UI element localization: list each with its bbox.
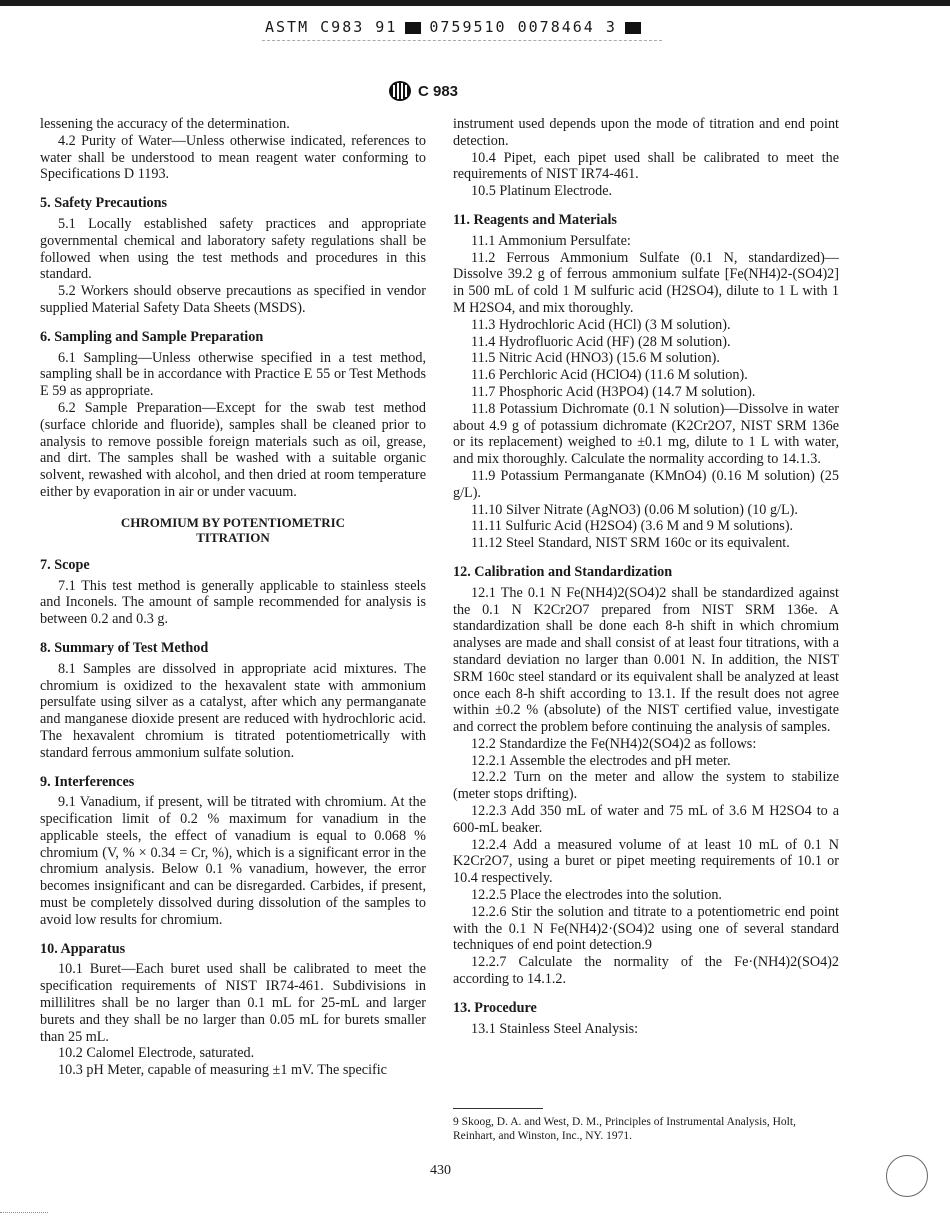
- punch-hole-circle: [886, 1155, 928, 1197]
- page-number: 430: [430, 1163, 451, 1178]
- paragraph: 11.9 Potassium Permanganate (KMnO4) (0.16 M solution) (25 g/L).: [453, 467, 839, 501]
- paragraph: 10.1 Buret—Each buret used shall be calibrated to meet the specification requirements of NIST IR74-461. Subdivisions in millilitres shall be no larger than 0.1 mL for 25-mL and larger burets and they shall be no larger than 0.05 mL for burets smaller than 25 mL.: [40, 961, 426, 1045]
- paragraph: 11.6 Perchloric Acid (HClO4) (11.6 M solution).: [471, 367, 748, 384]
- paragraph: 12.2.2 Turn on the meter and allow the system to stabilize (meter stops drifting).: [453, 769, 839, 803]
- paragraph: 12.2 Standardize the Fe(NH4)2(SO4)2 as follows:: [471, 735, 757, 752]
- paragraph: 10.3 pH Meter, capable of measuring ±1 mV. The specific: [58, 1062, 387, 1079]
- paragraph: lessening the accuracy of the determination.: [40, 116, 290, 132]
- footnote: 9 Skoog, D. A. and West, D. M., Principles of Instrumental Analysis, Holt, Reinhart, and Winston, Inc., NY. 1971.: [453, 1116, 796, 1142]
- right-column: [453, 116, 839, 1037]
- paragraph: 11.8 Potassium Dichromate (0.1 N solution)—Dissolve in water about 4.9 g of potassium dichromate (K2Cr2O7, NIST SRM 136e or its replacement) weighed to ±0.1 mg, dilute to 1 L with water, and mix thoroughly. Calculate the normality according to 14.1.3.: [453, 400, 839, 468]
- paragraph: 12.2.7 Calculate the normality of the Fe·(NH4)2(SO4)2 according to 14.1.2.: [453, 954, 839, 988]
- paragraph: 7.1 This test method is generally applicable to stainless steels and Inconels. The amount of sample recommended for analysis is between 0.2 and 0.3 g.: [40, 577, 426, 628]
- paragraph: 4.2 Purity of Water—Unless otherwise indicated, references to water shall be understood to mean reagent water conforming to Specifications D 1193.: [40, 132, 426, 183]
- paragraph: 6.1 Sampling—Unless otherwise specified in a test method, sampling shall be in accordance with Practice E 55 or Test Methods E 59 as appropriate.: [40, 349, 426, 400]
- scan-artifact: [0, 1212, 48, 1213]
- paragraph: 11.10 Silver Nitrate (AgNO3) (0.06 M solution) (10 g/L).: [471, 501, 798, 518]
- paragraph: 10.5 Platinum Electrode.: [471, 183, 613, 200]
- method-title-line-2: TITRATION: [196, 529, 270, 545]
- paragraph: 12.2.5 Place the electrodes into the solution.: [471, 887, 722, 904]
- section-heading: 9. Interferences: [40, 773, 135, 790]
- section-heading: 8. Summary of Test Method: [40, 639, 209, 656]
- code-part-2: 0759510 0078464 3: [429, 18, 617, 36]
- paragraph: 6.2 Sample Preparation—Except for the swab test method (surface chloride and fluoride), samples shall be cleaned prior to analysis to remove possible foreign materials such as oil, grease, and dirt. The samples shall be washed with a suitable organic solvent, rewashed with alcohol, and then dried at room temperature either by evaporation in air or under vacuum.: [40, 399, 426, 500]
- astm-logo-icon: [388, 80, 412, 102]
- section-heading: 5. Safety Precautions: [40, 195, 168, 212]
- left-column: [40, 116, 426, 1079]
- section-heading: 13. Procedure: [453, 999, 537, 1016]
- header-divider: [262, 40, 662, 41]
- paragraph: 5.1 Locally established safety practices and appropriate governmental chemical and laboratory safety regulations shall be followed when using the test methods and procedures in this standard.: [40, 215, 426, 283]
- paragraph: 11.4 Hydrofluoric Acid (HF) (28 M solution).: [471, 333, 731, 350]
- section-heading: 7. Scope: [40, 556, 90, 573]
- paragraph: 11.3 Hydrochloric Acid (HCl) (3 M solution).: [471, 316, 731, 333]
- paragraph: 13.1 Stainless Steel Analysis:: [471, 1020, 639, 1037]
- section-heading: 12. Calibration and Standardization: [453, 563, 673, 580]
- designation-number: C 983: [418, 82, 459, 100]
- paragraph: 11.5 Nitric Acid (HNO3) (15.6 M solution).: [471, 350, 720, 367]
- footnote-rule: [453, 1108, 543, 1109]
- black-block: [405, 22, 421, 34]
- paragraph: 11.2 Ferrous Ammonium Sulfate (0.1 N, standardized)—Dissolve 39.2 g of ferrous ammonium sulfate [Fe(NH4)2-(SO4)2] in 500 mL of cold 1 M sulfuric acid (H2SO4), dilute to 1 L with 1 M H2SO4, and mix thoroughly.: [453, 249, 839, 316]
- paragraph: 11.11 Sulfuric Acid (H2SO4) (3.6 M and 9 M solutions).: [471, 518, 794, 535]
- black-block: [625, 22, 641, 34]
- paragraph: instrument used depends upon the mode of titration and end point detection.: [453, 116, 839, 149]
- paragraph: 12.2.3 Add 350 mL of water and 75 mL of 3.6 M H2SO4 to a 600-mL beaker.: [453, 803, 839, 836]
- paragraph: 12.2.1 Assemble the electrodes and pH meter.: [471, 752, 731, 769]
- method-title: [40, 515, 426, 545]
- paragraph: 10.4 Pipet, each pipet used shall be calibrated to meet the requirements of NIST IR74-461.: [453, 149, 839, 183]
- paragraph: 9.1 Vanadium, if present, will be titrated with chromium. At the specification limit of 0.2 % maximum for vanadium in the applicable steels, the effect of vanadium is equal to 0.068 % chromium (V, % × 0.34 = Cr, %), which is a significant error in the chromium analysis. Below 0.1 % vanadium, however, the error becomes insignificant and can be disregarded. Carbides, if present, must be completely dissolved during dissolution of the samples to avoid low results for chromium.: [40, 794, 426, 928]
- paragraph: 11.12 Steel Standard, NIST SRM 160c or its equivalent.: [471, 535, 790, 552]
- paragraph: 10.2 Calomel Electrode, saturated.: [58, 1045, 255, 1062]
- astm-designation: [388, 80, 458, 102]
- document-code-header: [265, 18, 649, 36]
- paragraph: 12.2.6 Stir the solution and titrate to a potentiometric end point with the 0.1 N Fe(NH4)2·(SO4)2 using one of several standard techniques of end point detection.9: [453, 903, 839, 954]
- paragraph: 11.7 Phosphoric Acid (H3PO4) (14.7 M solution).: [471, 383, 756, 400]
- paragraph: 12.2.4 Add a measured volume of at least 10 mL of 0.1 N K2Cr2O7, using a buret or pipet meeting requirements of 10.1 or 10.4 respectively.: [453, 836, 839, 887]
- section-heading: 10. Apparatus: [40, 940, 126, 957]
- paragraph: 11.1 Ammonium Persulfate:: [471, 232, 631, 249]
- code-part-1: ASTM C983 91: [265, 18, 398, 36]
- method-title-line-1: CHROMIUM BY POTENTIOMETRIC: [120, 514, 346, 530]
- top-border: [0, 0, 950, 6]
- paragraph: 8.1 Samples are dissolved in appropriate acid mixtures. The chromium is oxidized to the hexavalent state with ammonium persulfate using silver as a catalyst, after which any permanganate and manganese dioxide present are reduced with hydrochloric acid. The hexavalent chromium is titrated potentiometrically with standard ferrous ammonium sulfate solution.: [40, 660, 426, 761]
- paragraph: 12.1 The 0.1 N Fe(NH4)2(SO4)2 shall be standardized against the 0.1 N K2Cr2O7 prepared from NIST SRM 136e. A standardization shall be done each 8-h shift in which chromium analyses are made and shall consist of at least four titrations, with a standard deviation no larger than 0.001 N. In addition, the NIST SRM 160c steel standard or its equivalent shall be analyzed at least once each 8-h shift according to 13.1. If the result does not agree within ±0.2 % (absolute) of the NIST certified value, investigate and correct the problem before continuing the analysis of samples.: [453, 584, 839, 736]
- section-heading: 6. Sampling and Sample Preparation: [40, 328, 264, 345]
- paragraph: 5.2 Workers should observe precautions as specified in vendor supplied Material Safety Data Sheets (MSDS).: [40, 283, 426, 316]
- section-heading: 11. Reagents and Materials: [453, 211, 617, 228]
